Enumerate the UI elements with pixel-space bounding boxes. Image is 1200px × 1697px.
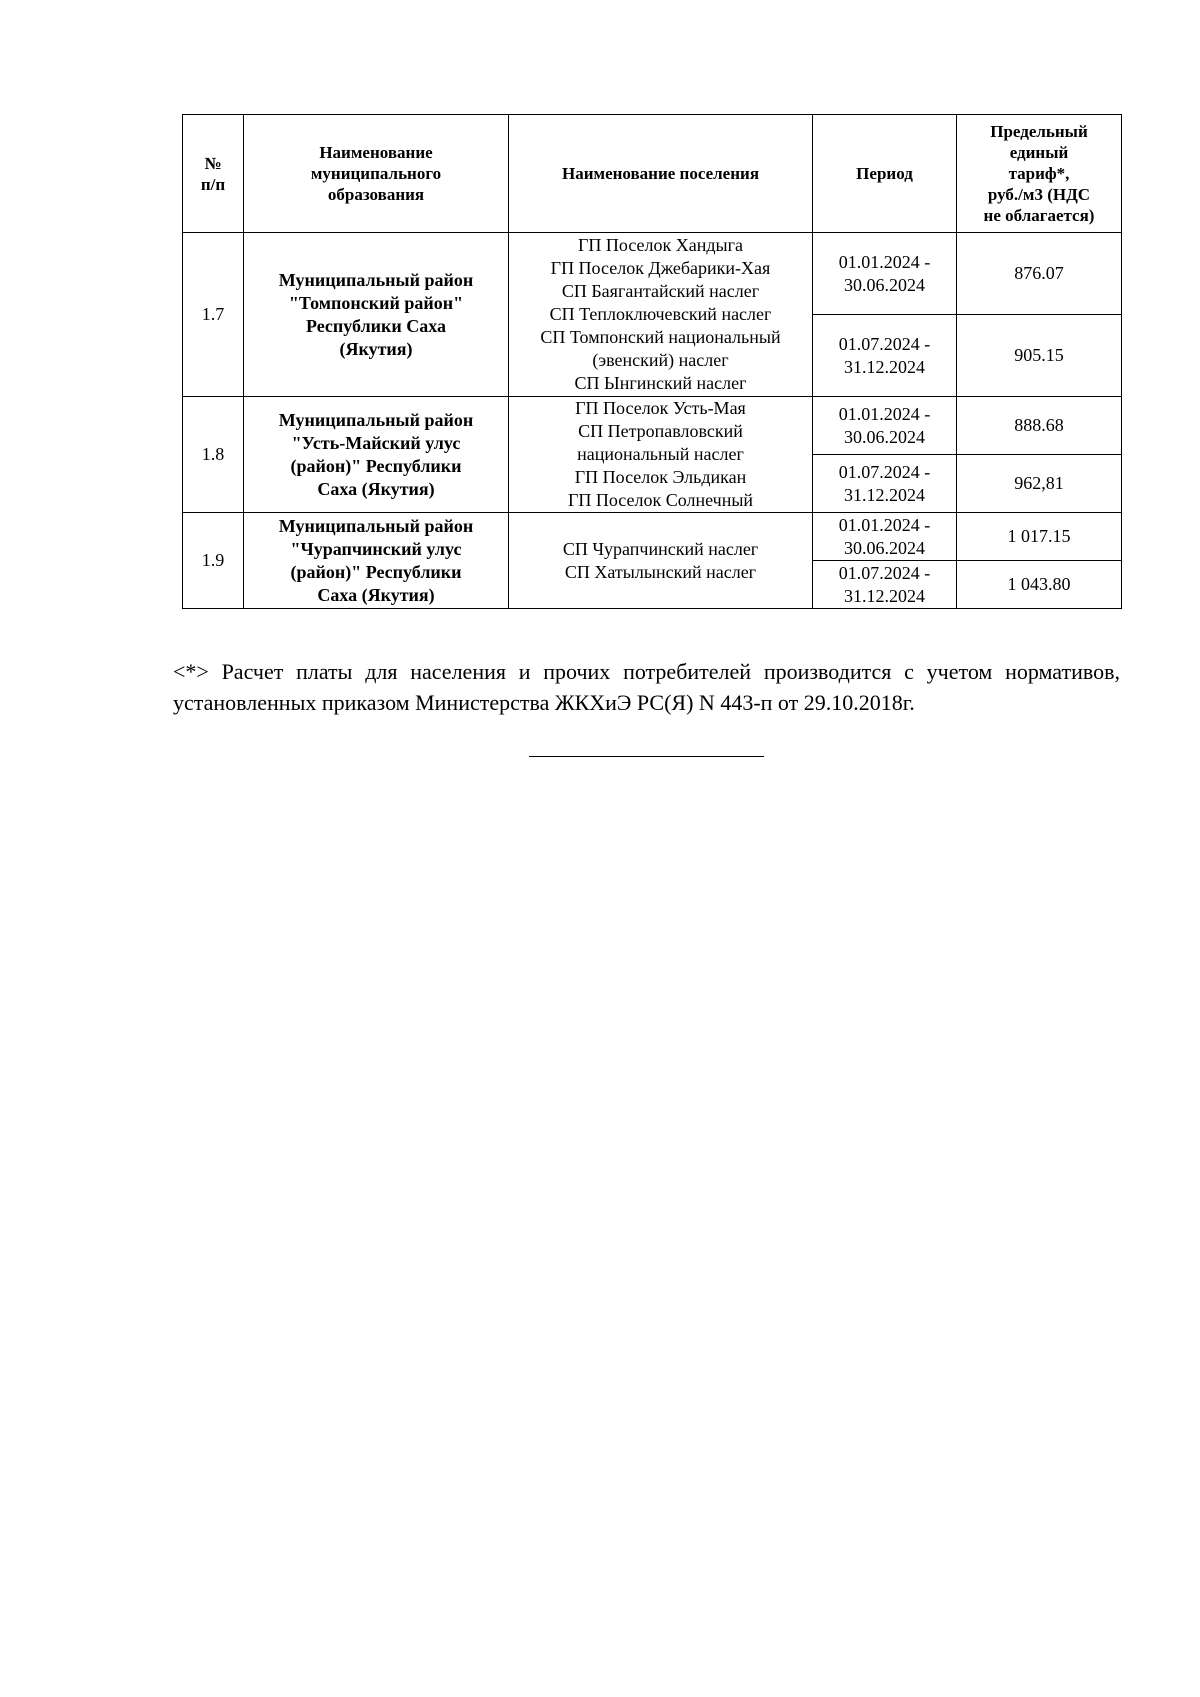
cell-line: 01.07.2024 - [838,562,931,583]
cell-line: муниципального [310,164,442,183]
municipality-name [244,397,509,513]
header-tariff [957,115,1122,233]
row-number: 1.8 [183,397,244,513]
cell-line: СП Баягантайский наслег [561,281,760,301]
cell-line: руб./м3 (НДС [987,185,1091,204]
cell-line: Муниципальный район [278,269,474,290]
period-cell [813,397,957,455]
cell-line: 30.06.2024 [844,537,925,558]
header-num [183,115,244,233]
cell-line: ГП Поселок Джебарики-Хая [550,258,771,278]
period-cell [813,315,957,397]
cell-line: ГП Поселок Усть-Мая [575,398,746,418]
tariff-table [182,114,1122,609]
cell-line: 01.01.2024 - [838,403,931,424]
footnote: <*> Расчет платы для населения и прочих потребителей производится с учетом нормативов, установленных приказом Министерства ЖКХиЭ РС(Я) N 443-п от 29.10.2018г. [173,659,1120,715]
cell-line: 01.07.2024 - [838,333,931,354]
cell-line: (район)" Республики [290,561,462,582]
cell-line: п/п [200,174,226,194]
cell-line: 31.12.2024 [844,484,925,505]
tariff-value: 962,81 [957,455,1122,513]
cell-line: СП Ынгинский наслег [574,373,747,393]
cell-line: СП Чурапчинский наслег [562,538,759,559]
tariff-value: 1 017.15 [957,513,1122,561]
settlement-list [509,233,813,397]
cell-line: 30.06.2024 [844,274,925,295]
cell-line: СП Томпонский национальный [540,327,781,347]
cell-line: СП Петропавловский [578,421,743,441]
cell-line: Наименование поселения [561,164,760,183]
table-row [183,513,1122,561]
cell-line: тариф*, [1008,164,1070,183]
cell-line: "Томпонский район" [288,292,464,313]
cell-line: Саха (Якутия) [317,584,435,605]
cell-line: Муниципальный район [278,515,474,536]
cell-line: Наименование [319,143,433,162]
table-row [183,397,1122,455]
cell-line: ГП Поселок Солнечный [567,490,754,510]
header-period [813,115,957,233]
cell-line: № [204,153,222,173]
cell-line: не облагается) [983,206,1095,225]
period-cell [813,455,957,513]
cell-line: Республики Саха [305,315,447,336]
cell-line: Саха (Якутия) [317,478,435,499]
tariff-value: 888.68 [957,397,1122,455]
header-settlement [509,115,813,233]
period-cell [813,561,957,609]
tariff-value: 905.15 [957,315,1122,397]
cell-line: СП Теплоключевский наслег [549,304,772,324]
header-municipality [244,115,509,233]
cell-line: СП Хатылынский наслег [564,561,757,582]
cell-line: 31.12.2024 [844,356,925,377]
cell-line: 01.01.2024 - [838,251,931,272]
table-row [183,233,1122,315]
settlement-list [509,513,813,609]
cell-line: 01.07.2024 - [838,461,931,482]
cell-line: "Усть-Майский улус [291,432,461,453]
table-header-row [183,115,1122,233]
cell-line: (Якутия) [339,338,413,359]
cell-line: Муниципальный район [278,409,474,430]
cell-line: 01.01.2024 - [838,514,931,535]
settlement-list [509,397,813,513]
municipality-name [244,513,509,609]
cell-line: единый [1009,143,1069,162]
cell-line: Предельный [990,122,1088,141]
cell-line: ГП Поселок Эльдикан [574,467,747,487]
municipality-name [244,233,509,397]
cell-line: 30.06.2024 [844,426,925,447]
cell-line: национальный наслег [577,444,744,464]
cell-line: ГП Поселок Хандыга [577,235,744,255]
period-cell [813,233,957,315]
cell-line: (эвенский) наслег [592,350,729,370]
cell-line: Период [856,164,913,183]
cell-line: образования [327,185,425,204]
tariff-value: 1 043.80 [957,561,1122,609]
row-number: 1.9 [183,513,244,609]
cell-line: "Чурапчинский улус [290,538,462,559]
tariff-value: 876.07 [957,233,1122,315]
cell-line: (район)" Республики [290,455,462,476]
row-number: 1.7 [183,233,244,397]
period-cell [813,513,957,561]
cell-line: 31.12.2024 [844,585,925,606]
end-divider [529,756,764,757]
